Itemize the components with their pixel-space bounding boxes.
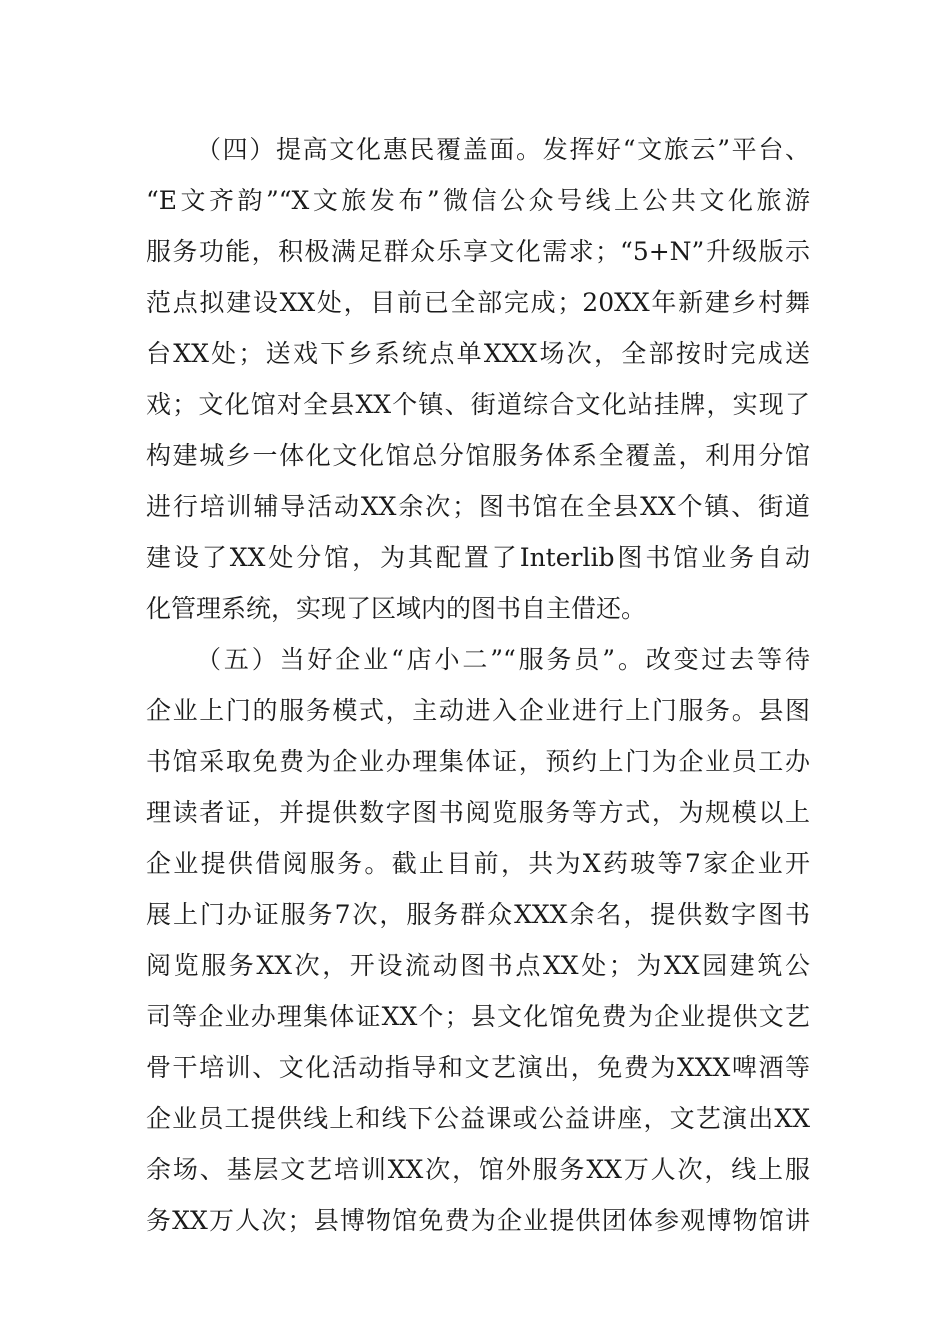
paragraph-2-line-11: 余场、基层文艺培训XX次，馆外服务XX万人次，线上服 (146, 1155, 810, 1184)
paragraph-2-line-5: 企业提供借阅服务。截止目前，共为X药玻等7家企业开 (146, 849, 810, 878)
paragraph-2-line-10: 企业员工提供线上和线下公益课或公益讲座，文艺演出XX (146, 1104, 810, 1133)
paragraph-2-line-6: 展上门办证服务7次，服务群众XXX余名，提供数字图书 (146, 900, 810, 929)
paragraph-1-line-5: 台XX处；送戏下乡系统点单XXX场次，全部按时完成送 (146, 339, 810, 368)
paragraph-1-line-9: 建设了XX处分馆，为其配置了Interlib图书馆业务自动 (146, 543, 810, 572)
paragraph-2-line-2: 企业上门的服务模式，主动进入企业进行上门服务。县图 (146, 696, 810, 725)
paragraph-2-line-1: （五）当好企业“店小二”“服务员”。改变过去等待 (196, 645, 810, 674)
paragraph-1-line-3: 服务功能，积极满足群众乐享文化需求；“5+N”升级版示 (146, 237, 810, 266)
paragraph-1-line-1: （四）提高文化惠民覆盖面。发挥好“文旅云”平台、 (196, 135, 810, 164)
paragraph-1-line-10: 化管理系统，实现了区域内的图书自主借还。 (146, 594, 647, 623)
paragraph-2-line-3: 书馆采取免费为企业办理集体证，预约上门为企业员工办 (146, 747, 810, 776)
paragraph-1-line-7: 构建城乡一体化文化馆总分馆服务体系全覆盖，利用分馆 (146, 441, 810, 470)
document-body (146, 124, 810, 1246)
paragraph-2-line-12: 务XX万人次；县博物馆免费为企业提供团体参观博物馆讲 (146, 1206, 810, 1235)
paragraph-2-line-8: 司等企业办理集体证XX个；县文化馆免费为企业提供文艺 (146, 1002, 810, 1031)
paragraph-1-line-4: 范点拟建设XX处，目前已全部完成；20XX年新建乡村舞 (146, 288, 810, 317)
paragraph-1-line-6: 戏；文化馆对全县XX个镇、街道综合文化站挂牌，实现了 (146, 390, 810, 419)
paragraph-2-line-9: 骨干培训、文化活动指导和文艺演出，免费为XXX啤酒等 (146, 1053, 810, 1082)
paragraph-1-line-8: 进行培训辅导活动XX余次；图书馆在全县XX个镇、街道 (146, 492, 810, 521)
paragraph-2-line-7: 阅览服务XX次，开设流动图书点XX处；为XX园建筑公 (146, 951, 810, 980)
paragraph-1-line-2: “E文齐韵”“X文旅发布”微信公众号线上公共文化旅游 (146, 186, 810, 215)
paragraph-2-line-4: 理读者证，并提供数字图书阅览服务等方式，为规模以上 (146, 798, 810, 827)
